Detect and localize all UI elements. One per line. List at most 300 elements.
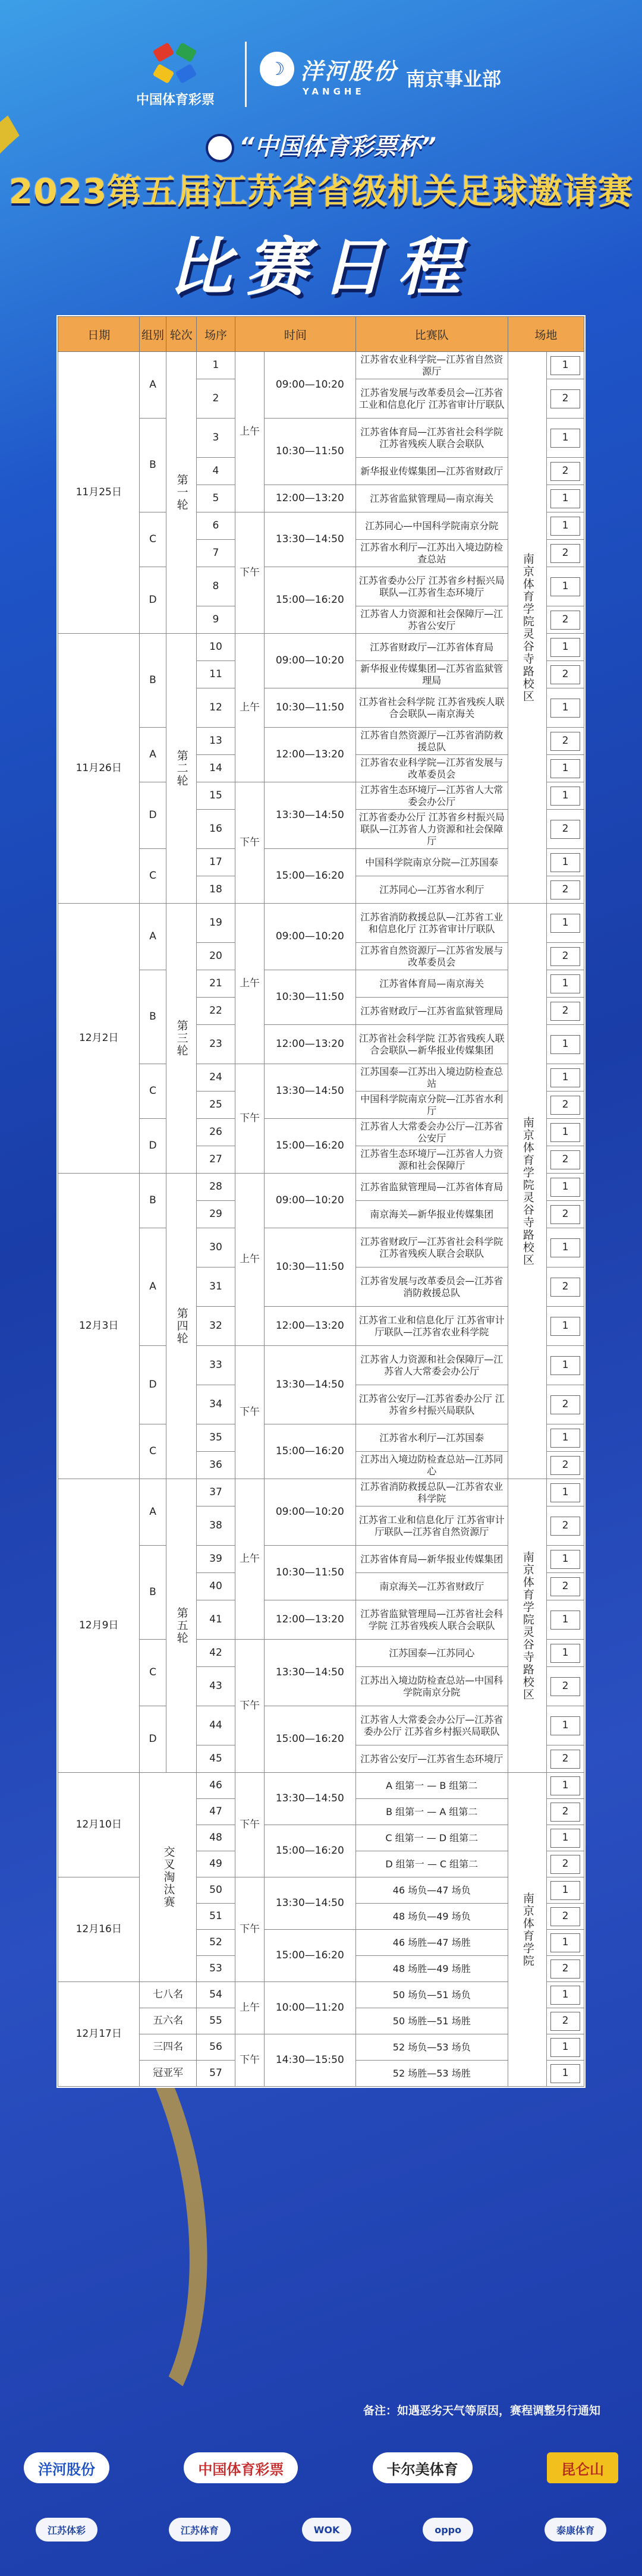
- cell-time: 12:00—13:20: [264, 1600, 355, 1640]
- cell-field: 1: [550, 1881, 580, 1900]
- yanghe-name: 洋河股份: [300, 58, 398, 84]
- cell-field: 1: [550, 853, 580, 872]
- cell-time: 12:00—13:20: [264, 1025, 355, 1064]
- cell-group: D: [140, 1706, 166, 1773]
- cell-group: B: [140, 970, 166, 1064]
- cell-field: 1: [550, 1933, 580, 1952]
- cell-group: A: [140, 1479, 166, 1546]
- cell-teams: 江苏省工业和信息化厅 江苏省审计厅联队—江苏省自然资源厅: [355, 1506, 508, 1546]
- cell-venue: 南京体育学院: [508, 1773, 546, 2087]
- cell-no: 29: [196, 1201, 235, 1228]
- sponsor-small-4: oppo: [423, 2518, 473, 2542]
- cell-no: 53: [196, 1956, 235, 1982]
- cell-round: 第二轮: [166, 634, 196, 904]
- sponsor-small-2: 江苏体育: [169, 2518, 231, 2542]
- cell-group: A: [140, 728, 166, 782]
- cell-time: 10:00—11:20: [264, 1982, 355, 2034]
- cell-field: 1: [550, 1611, 580, 1630]
- cell-group: C: [140, 1640, 166, 1706]
- cell-time: 13:30—14:50: [264, 1877, 355, 1930]
- cell-date: 12月10日: [58, 1773, 140, 1877]
- sponsor-lottery: 中国体育彩票: [184, 2452, 298, 2483]
- cell-no: 33: [196, 1346, 235, 1385]
- cell-group: C: [140, 512, 166, 567]
- cell-teams: 新华报业传媒集团—江苏省监狱管理局: [355, 661, 508, 688]
- cell-teams: 江苏省农业科学院—江苏省自然资源厅: [355, 352, 508, 379]
- football-icon: [206, 134, 234, 162]
- cell-no: 15: [196, 782, 235, 810]
- cell-time: 13:30—14:50: [264, 1640, 355, 1706]
- cell-field: 2: [550, 1395, 580, 1414]
- branch-name: 南京事业部: [406, 68, 502, 90]
- cell-time: 09:00—10:20: [264, 904, 355, 970]
- cell-teams: 江苏出入境边防检查总站—江苏同心: [355, 1452, 508, 1479]
- cell-field: 2: [550, 732, 580, 751]
- cell-no: 31: [196, 1267, 235, 1307]
- cell-no: 32: [196, 1307, 235, 1346]
- cell-no: 24: [196, 1064, 235, 1092]
- cell-field: 1: [550, 1035, 580, 1054]
- cell-group: C: [140, 1064, 166, 1119]
- cell-no: 2: [196, 379, 235, 419]
- cell-teams: 江苏省体育局—新华报业传媒集团: [355, 1546, 508, 1573]
- cell-round: 第四轮: [166, 1174, 196, 1479]
- cell-teams: 江苏国泰—江苏同心: [355, 1640, 508, 1667]
- cell-time: 15:00—16:20: [264, 1825, 355, 1877]
- cell-teams: 江苏省财政厅—江苏省体育局: [355, 634, 508, 661]
- sponsor-small-1: 江苏体彩: [36, 2518, 97, 2542]
- cell-teams: 江苏省体育局—南京海关: [355, 970, 508, 998]
- cell-no: 38: [196, 1506, 235, 1546]
- cell-teams: 江苏省自然资源厅—江苏省发展与改革委员会: [355, 943, 508, 970]
- cell-teams: 江苏省体育局—江苏省社会科学院 江苏省残疾人联合会联队: [355, 419, 508, 458]
- cell-time: 10:30—11:50: [264, 1546, 355, 1600]
- cell-date: 12月3日: [58, 1174, 140, 1479]
- cell-teams: 江苏省社会科学院 江苏省残疾人联合会联队—南京海关: [355, 688, 508, 728]
- sponsor-bar: [24, 2452, 618, 2483]
- cell-field: 2: [550, 1456, 580, 1475]
- cell-time: 15:00—16:20: [264, 1119, 355, 1174]
- cup-title: [0, 128, 642, 162]
- footnote: 备注：如遇恶劣天气等原因，赛程调整另行通知: [363, 2404, 600, 2417]
- cell-half: 下午: [235, 1773, 265, 1877]
- cell-time: 09:00—10:20: [264, 1174, 355, 1228]
- cell-no: 46: [196, 1773, 235, 1799]
- cell-field: 2: [550, 1750, 580, 1769]
- table-row: [58, 1982, 584, 2008]
- cell-date: 11月25日: [58, 352, 140, 634]
- sponsor-kunlun: 昆仑山: [547, 2452, 618, 2483]
- cell-time: 10:30—11:50: [264, 688, 355, 728]
- cell-time: 12:00—13:20: [264, 485, 355, 512]
- cell-field: 2: [550, 1096, 580, 1115]
- cell-field: 2: [550, 820, 580, 839]
- cell-placing: 三四名: [140, 2034, 196, 2061]
- cell-teams: 50 场负—51 场负: [355, 1982, 508, 2008]
- page-subtitle: 比赛日程: [169, 231, 473, 304]
- cell-teams: 48 场胜—49 场胜: [355, 1956, 508, 1982]
- yanghe-en: YANGHE: [303, 86, 365, 97]
- cell-time: 14:30—15:50: [264, 2034, 355, 2087]
- cell-field: 1: [550, 759, 580, 778]
- cell-no: 43: [196, 1667, 235, 1706]
- cell-teams: 江苏省财政厅—江苏省监狱管理局: [355, 998, 508, 1025]
- cell-group: B: [140, 1174, 166, 1228]
- cell-field: 2: [550, 1907, 580, 1926]
- cell-field: 2: [550, 1959, 580, 1979]
- cell-round: 第一轮: [166, 352, 196, 634]
- cell-half: 下午: [235, 1877, 265, 1982]
- cell-no: 6: [196, 512, 235, 540]
- cell-no: 56: [196, 2034, 235, 2061]
- cell-date: 11月26日: [58, 634, 140, 904]
- cell-field: 2: [550, 1517, 580, 1536]
- cell-half: 上午: [235, 904, 265, 1064]
- cell-no: 49: [196, 1851, 235, 1877]
- cell-teams: 江苏省发展与改革委员会—江苏省工业和信息化厅 江苏省审计厅联队: [355, 379, 508, 419]
- cell-teams: 中国科学院南京分院—江苏国泰: [355, 849, 508, 876]
- cell-teams: 江苏省农业科学院—江苏省发展与改革委员会: [355, 755, 508, 782]
- cell-field: 2: [550, 544, 580, 563]
- cell-field: 1: [550, 1429, 580, 1448]
- cell-half: 上午: [235, 1174, 265, 1346]
- cell-half: 下午: [235, 782, 265, 904]
- sponsor-yanghe: 洋河股份: [24, 2452, 109, 2483]
- sponsor-small-3: WOK: [302, 2518, 352, 2542]
- cell-no: 9: [196, 606, 235, 634]
- cell-venue: 南京体育学院灵谷寺路校区: [508, 1479, 546, 1773]
- cell-no: 35: [196, 1424, 235, 1452]
- cell-half: 下午: [235, 2034, 265, 2087]
- china-lottery-logo: [119, 41, 232, 108]
- cell-field: 1: [550, 974, 580, 993]
- cell-field: 2: [550, 1205, 580, 1224]
- cell-no: 22: [196, 998, 235, 1025]
- cell-group: B: [140, 419, 166, 512]
- cell-half: 下午: [235, 512, 265, 634]
- cell-date: 12月2日: [58, 904, 140, 1174]
- cell-field: 2: [550, 389, 580, 408]
- cell-no: 42: [196, 1640, 235, 1667]
- cell-time: 15:00—16:20: [264, 1706, 355, 1773]
- cell-field: 1: [550, 356, 580, 375]
- cell-no: 34: [196, 1385, 235, 1424]
- cell-time: 09:00—10:20: [264, 1479, 355, 1546]
- cell-no: 30: [196, 1228, 235, 1267]
- cell-field: 1: [550, 429, 580, 448]
- cell-teams: 江苏同心—中国科学院南京分院: [355, 512, 508, 540]
- yanghe-badge-icon: ☽: [260, 52, 294, 86]
- cell-half: 上午: [235, 1479, 265, 1640]
- cell-teams: 江苏省工业和信息化厅 江苏省审计厅联队—江苏省农业科学院: [355, 1307, 508, 1346]
- cell-field: 2: [550, 1577, 580, 1596]
- col-field: 场地: [508, 317, 584, 352]
- cell-no: 27: [196, 1146, 235, 1174]
- cell-field: 1: [550, 517, 580, 536]
- cell-field: 1: [550, 1550, 580, 1569]
- poster-header: [0, 0, 642, 309]
- cell-teams: 江苏省生态环境厅—江苏省人大常委会办公厅: [355, 782, 508, 810]
- cell-teams: 江苏省社会科学院 江苏省残疾人联合会联队—新华报业传媒集团: [355, 1025, 508, 1064]
- cell-teams: B 组第一 — A 组第二: [355, 1799, 508, 1825]
- cell-teams: 52 场胜—53 场胜: [355, 2061, 508, 2087]
- cell-placing: 七八名: [140, 1982, 196, 2008]
- table-row: [58, 634, 584, 661]
- logo-divider: [245, 42, 247, 107]
- cell-no: 26: [196, 1119, 235, 1146]
- sponsor-small-5: 泰康体育: [545, 2518, 606, 2542]
- table-row: [58, 904, 584, 943]
- cell-teams: D 组第一 — C 组第二: [355, 1851, 508, 1877]
- cell-teams: 江苏出入境边防检查总站—中国科学院南京分院: [355, 1667, 508, 1706]
- col-time: 时间: [235, 317, 356, 352]
- table-header-row: [58, 317, 584, 352]
- cell-half: 下午: [235, 1346, 265, 1479]
- cell-field: 1: [550, 1123, 580, 1142]
- table-row: [58, 1773, 584, 1799]
- cell-no: 39: [196, 1546, 235, 1573]
- cell-field: 1: [550, 2064, 580, 2083]
- cell-group: D: [140, 567, 166, 634]
- cell-no: 7: [196, 540, 235, 567]
- cell-time: 12:00—13:20: [264, 1307, 355, 1346]
- cell-no: 3: [196, 419, 235, 458]
- col-teams: 比赛队: [355, 317, 508, 352]
- cell-field: 2: [550, 665, 580, 684]
- cell-teams: 中国科学院南京分院—江苏省水利厅: [355, 1092, 508, 1119]
- cell-date: 12月16日: [58, 1877, 140, 1982]
- col-group: 组别: [140, 317, 166, 352]
- col-date: 日期: [58, 317, 140, 352]
- cell-teams: 江苏国泰—江苏出入境边防检查总站: [355, 1064, 508, 1092]
- cell-teams: 江苏省监狱管理局—南京海关: [355, 485, 508, 512]
- cell-no: 45: [196, 1745, 235, 1773]
- cell-time: 13:30—14:50: [264, 782, 355, 849]
- cell-no: 19: [196, 904, 235, 943]
- cell-teams: 江苏省人大常委会办公厅—江苏省委办公厅 江苏省乡村振兴局联队: [355, 1706, 508, 1745]
- cell-placing: 冠亚军: [140, 2061, 196, 2087]
- cell-teams: 46 场胜—47 场胜: [355, 1930, 508, 1956]
- cell-field: 1: [550, 638, 580, 657]
- cell-no: 50: [196, 1877, 235, 1904]
- cell-field: 2: [550, 1803, 580, 1822]
- cell-field: 1: [550, 2038, 580, 2057]
- cell-teams: 南京海关—江苏省财政厅: [355, 1573, 508, 1600]
- cell-teams: C 组第一 — D 组第二: [355, 1825, 508, 1851]
- cell-no: 44: [196, 1706, 235, 1745]
- cell-time: 12:00—13:20: [264, 728, 355, 782]
- cell-no: 17: [196, 849, 235, 876]
- lottery-star-icon: [149, 41, 202, 86]
- cell-teams: 江苏省人大常委会办公厅—江苏省公安厅: [355, 1119, 508, 1146]
- cell-field: 1: [550, 1068, 580, 1087]
- cell-group: A: [140, 904, 166, 970]
- table-row: [58, 352, 584, 379]
- cell-time: 13:30—14:50: [264, 1064, 355, 1119]
- cell-field: 1: [550, 787, 580, 806]
- cell-no: 12: [196, 688, 235, 728]
- lottery-logo-text: 中国体育彩票: [136, 92, 215, 108]
- cell-no: 52: [196, 1930, 235, 1956]
- cell-time: 15:00—16:20: [264, 1424, 355, 1479]
- cell-field: 1: [550, 1986, 580, 2005]
- cell-teams: 江苏省公安厅—江苏省生态环境厅: [355, 1745, 508, 1773]
- cell-no: 37: [196, 1479, 235, 1506]
- cell-no: 51: [196, 1904, 235, 1930]
- cell-group: C: [140, 849, 166, 904]
- cell-no: 20: [196, 943, 235, 970]
- cell-time: 10:30—11:50: [264, 419, 355, 485]
- cell-teams: 江苏省水利厅—江苏国泰: [355, 1424, 508, 1452]
- cell-teams: 江苏省人力资源和社会保障厅—江苏省人大常委会办公厅: [355, 1346, 508, 1385]
- cell-group: B: [140, 634, 166, 728]
- cell-teams: 江苏省委办公厅 江苏省乡村振兴局联队—江苏省生态环境厅: [355, 567, 508, 606]
- cell-field: 1: [550, 1644, 580, 1663]
- cell-no: 1: [196, 352, 235, 379]
- cell-field: 2: [550, 880, 580, 899]
- cell-teams: 52 场负—53 场负: [355, 2034, 508, 2061]
- cell-field: 2: [550, 1677, 580, 1696]
- cell-no: 18: [196, 876, 235, 904]
- cell-half: 上午: [235, 1982, 265, 2034]
- cell-no: 23: [196, 1025, 235, 1064]
- sponsor-bar-small: [36, 2518, 606, 2542]
- cell-knockout: 交叉淘汰赛: [140, 1773, 196, 1982]
- cell-field: 1: [550, 1238, 580, 1257]
- cell-time: 13:30—14:50: [264, 1346, 355, 1424]
- cell-teams: 江苏省发展与改革委员会—江苏省消防救援总队: [355, 1267, 508, 1307]
- table-row: [58, 1174, 584, 1201]
- cell-teams: 江苏省委办公厅 江苏省乡村振兴局联队—江苏省人力资源和社会保障厅: [355, 810, 508, 849]
- cell-field: 2: [550, 462, 580, 481]
- page-title: 2023第五届江苏省省级机关足球邀请赛: [8, 171, 634, 212]
- cell-round: 第三轮: [166, 904, 196, 1174]
- cell-no: 10: [196, 634, 235, 661]
- cell-group: A: [140, 1228, 166, 1346]
- cell-no: 11: [196, 661, 235, 688]
- cell-field: 1: [550, 1317, 580, 1336]
- cell-group: B: [140, 1546, 166, 1640]
- cell-no: 40: [196, 1573, 235, 1600]
- cell-teams: 48 场负—49 场负: [355, 1904, 508, 1930]
- col-round: 轮次: [166, 317, 196, 352]
- cell-no: 5: [196, 485, 235, 512]
- cell-time: 10:30—11:50: [264, 970, 355, 1025]
- cell-field: 2: [550, 1278, 580, 1297]
- yanghe-logo: [260, 52, 398, 97]
- cell-field: 1: [550, 1716, 580, 1735]
- cell-teams: 新华报业传媒集团—江苏省财政厅: [355, 458, 508, 485]
- cell-time: 15:00—16:20: [264, 849, 355, 904]
- cell-teams: 江苏省自然资源厅—江苏省消防救援总队: [355, 728, 508, 755]
- cell-field: 1: [550, 1829, 580, 1848]
- cell-teams: 江苏省公安厅—江苏省委办公厅 江苏省乡村振兴局联队: [355, 1385, 508, 1424]
- cell-teams: 50 场胜—51 场胜: [355, 2008, 508, 2034]
- col-match-no: 场序: [196, 317, 235, 352]
- cell-field: 1: [550, 1776, 580, 1795]
- cell-field: 1: [550, 1356, 580, 1375]
- cell-half: 下午: [235, 1640, 265, 1773]
- cell-teams: 江苏省消防救援总队—江苏省工业和信息化厅 江苏省审计厅联队: [355, 904, 508, 943]
- cell-time: 15:00—16:20: [264, 567, 355, 634]
- cell-date: 12月17日: [58, 1982, 140, 2087]
- cell-half: 上午: [235, 634, 265, 782]
- cell-no: 28: [196, 1174, 235, 1201]
- cell-teams: 江苏省生态环境厅—江苏省人力资源和社会保障厅: [355, 1146, 508, 1174]
- cell-teams: 46 场负—47 场负: [355, 1877, 508, 1904]
- cell-no: 16: [196, 810, 235, 849]
- cell-venue: 南京体育学院灵谷寺路校区: [508, 904, 546, 1479]
- cell-teams: 江苏省监狱管理局—江苏省体育局: [355, 1174, 508, 1201]
- sponsor-kelme: 卡尔美体育: [373, 2452, 473, 2483]
- cell-field: 1: [550, 1178, 580, 1197]
- cell-teams: 江苏省水利厅—江苏出入境边防检查总站: [355, 540, 508, 567]
- logo-bar: [119, 36, 523, 113]
- cell-date: 12月9日: [58, 1479, 140, 1773]
- cell-no: 57: [196, 2061, 235, 2087]
- cell-no: 48: [196, 1825, 235, 1851]
- table-row: [58, 1479, 584, 1506]
- cell-teams: 江苏同心—江苏省水利厅: [355, 876, 508, 904]
- cell-field: 2: [550, 1150, 580, 1169]
- cell-no: 21: [196, 970, 235, 998]
- cell-no: 25: [196, 1092, 235, 1119]
- cell-time: 13:30—14:50: [264, 512, 355, 567]
- cell-field: 1: [550, 699, 580, 718]
- cell-field: 2: [550, 2012, 580, 2031]
- cell-half: 上午: [235, 352, 265, 512]
- cell-field: 1: [550, 914, 580, 933]
- cell-field: 2: [550, 611, 580, 630]
- cell-time: 10:30—11:50: [264, 1228, 355, 1307]
- cell-group: D: [140, 782, 166, 849]
- cell-group: D: [140, 1119, 166, 1174]
- cell-teams: 江苏省消防救援总队—江苏省农业科学院: [355, 1479, 508, 1506]
- cell-venue: 南京体育学院灵谷寺路校区: [508, 352, 546, 904]
- cell-placing: 五六名: [140, 2008, 196, 2034]
- cell-no: 55: [196, 2008, 235, 2034]
- cell-teams: 江苏省监狱管理局—江苏省社会科学院 江苏省残疾人联合会联队: [355, 1600, 508, 1640]
- cell-field: 1: [550, 577, 580, 596]
- cell-half: 下午: [235, 1064, 265, 1174]
- cell-group: A: [140, 352, 166, 419]
- cell-teams: 江苏省财政厅—江苏省社会科学院 江苏省残疾人联合会联队: [355, 1228, 508, 1267]
- cell-no: 4: [196, 458, 235, 485]
- cell-no: 13: [196, 728, 235, 755]
- cell-group: C: [140, 1424, 166, 1479]
- schedule-table-wrap: [56, 315, 586, 2088]
- cell-time: 13:30—14:50: [264, 1773, 355, 1825]
- cell-field: 1: [550, 1483, 580, 1502]
- cell-field: 1: [550, 489, 580, 508]
- cup-title-text: “中国体育彩票杯”: [239, 133, 436, 161]
- cell-teams: 江苏省人力资源和社会保障厅—江苏省公安厅: [355, 606, 508, 634]
- cell-no: 14: [196, 755, 235, 782]
- cell-field: 2: [550, 1002, 580, 1021]
- cell-no: 54: [196, 1982, 235, 2008]
- cell-teams: 南京海关—新华报业传媒集团: [355, 1201, 508, 1228]
- cell-time: 15:00—16:20: [264, 1930, 355, 1982]
- cell-time: 09:00—10:20: [264, 634, 355, 688]
- cell-round: 第五轮: [166, 1479, 196, 1773]
- cell-time: 09:00—10:20: [264, 352, 355, 419]
- cell-no: 8: [196, 567, 235, 606]
- cell-teams: A 组第一 — B 组第二: [355, 1773, 508, 1799]
- cell-no: 41: [196, 1600, 235, 1640]
- cell-no: 36: [196, 1452, 235, 1479]
- table-row: [58, 1877, 584, 1904]
- schedule-table: [58, 316, 584, 2087]
